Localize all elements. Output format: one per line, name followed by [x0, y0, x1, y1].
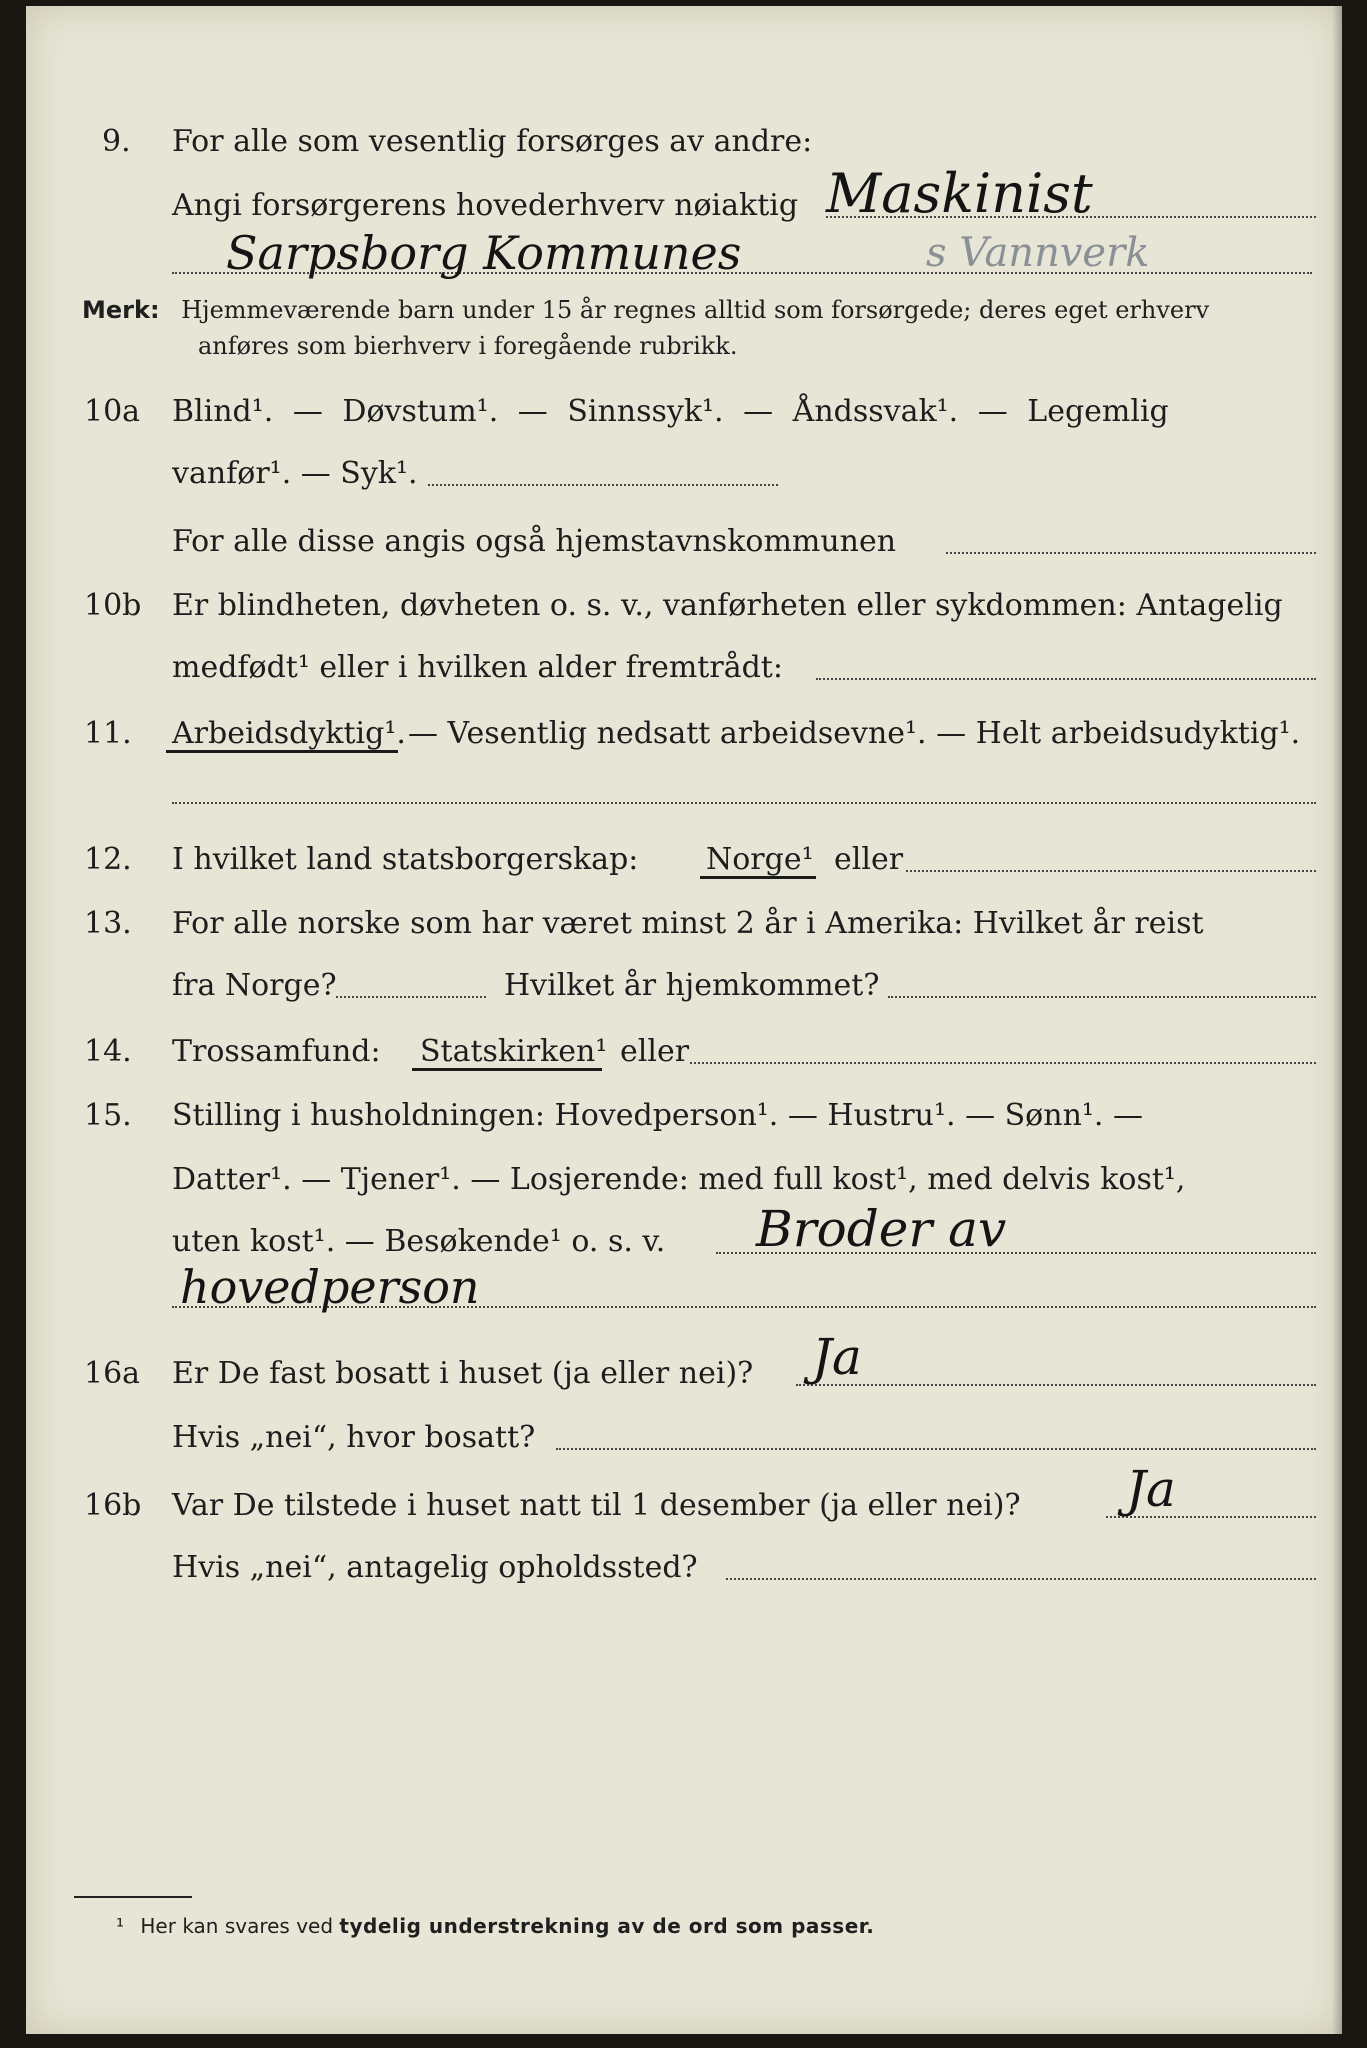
q12-underline	[700, 876, 816, 879]
q12-line	[26, 832, 1342, 882]
q15-line2	[26, 1152, 1342, 1202]
q9-text1: For alle som vesentlig forsørges av andre:	[172, 124, 813, 159]
q9-line2	[26, 162, 1342, 228]
q9-number: 9.	[102, 124, 131, 159]
q16b-line2	[26, 1540, 1342, 1590]
q13-text2a: fra Norge?	[172, 968, 337, 1003]
q16b-answer: Ja	[1126, 1460, 1176, 1518]
footnote-rule	[74, 1896, 192, 1898]
q12-text: I hvilket land statsborgerskap:	[172, 842, 639, 877]
footnote-text: Her kan svares ved	[140, 1914, 334, 1938]
q15-number: 15.	[84, 1098, 132, 1133]
q13-line1	[26, 896, 1342, 946]
q14-answer-line	[690, 1062, 1316, 1064]
q11-option-arbeidsdyktig: Arbeidsdyktig¹.	[172, 716, 406, 751]
q10a-text3: For alle disse angis også hjemstavnskommunen	[172, 524, 897, 559]
q11-text-rest: — Vesentlig nedsatt arbeidsevne¹. — Helt arbeidsudyktig¹.	[408, 716, 1301, 751]
q15-text1: Stilling i husholdningen: Hovedperson¹. — Hustru¹. — Sønn¹. —	[172, 1098, 1143, 1133]
q15-line1	[26, 1088, 1342, 1138]
q16b-text2: Hvis „nei“, antagelig opholdssted?	[172, 1550, 698, 1585]
q16a-line1	[26, 1328, 1342, 1396]
q10a-text1: Blind¹. — Døvstum¹. — Sinnssyk¹. — Åndssvak¹. — Legemlig	[172, 394, 1169, 429]
q9-text2: Angi forsørgerens hovederhverv nøiaktig	[172, 188, 799, 223]
q9-answer-occupation: Maskinist	[826, 162, 1093, 225]
q16a-bosatt-line	[556, 1448, 1316, 1450]
q12-answer-line	[906, 870, 1316, 872]
q14-line	[26, 1024, 1342, 1074]
merk-label: Merk:	[82, 296, 160, 324]
footnote	[116, 1914, 874, 1938]
q16b-text1: Var De tilstede i huset natt til 1 desember (ja eller nei)?	[172, 1488, 1021, 1523]
q16a-number: 16a	[84, 1356, 141, 1391]
q15-line3	[26, 1200, 1342, 1264]
q16b-opholdssted-line	[726, 1578, 1316, 1580]
q16a-text1: Er De fast bosatt i huset (ja eller nei)?	[172, 1356, 754, 1391]
q12-option-norge: Norge¹	[706, 842, 814, 877]
q13-line2	[26, 958, 1342, 1008]
q11-number: 11.	[84, 716, 132, 751]
q9-line1	[26, 114, 1342, 164]
q15-text3: uten kost¹. — Besøkende¹ o. s. v.	[172, 1224, 666, 1259]
q13-reist-line	[336, 996, 486, 998]
q10a-line1	[26, 384, 1342, 434]
footnote-bold: tydelig understrekning av de ord som passer.	[339, 1914, 875, 1938]
q10a-line2	[26, 446, 1342, 496]
q11-answer-line	[172, 802, 1316, 804]
q10a-number: 10a	[84, 394, 141, 429]
census-form-page	[26, 6, 1342, 2034]
q13-text2b: Hvilket år hjemkommet?	[504, 968, 880, 1003]
q10b-number: 10b	[84, 588, 142, 623]
q15-answer-relation: Broder av	[756, 1200, 1007, 1258]
q15-answer-hovedperson: hovedperson	[180, 1260, 480, 1314]
q15-text2: Datter¹. — Tjener¹. — Losjerende: med full kost¹, med delvis kost¹,	[172, 1162, 1186, 1197]
q11-line	[26, 706, 1342, 756]
q16a-text2: Hvis „nei“, hvor bosatt?	[172, 1420, 536, 1455]
q11-answer-row	[26, 764, 1342, 814]
merk-text1: Hjemmeværende barn under 15 år regnes alltid som forsørgede; deres eget erhverv	[181, 296, 1210, 324]
footnote-mark: ¹	[116, 1914, 125, 1938]
q14-option-statskirken: Statskirken¹	[420, 1034, 608, 1069]
q10a-hjemstavn-line	[946, 552, 1316, 554]
q12-number: 12.	[84, 842, 132, 877]
q10a-answer-line	[428, 484, 778, 486]
q10a-text2: vanfør¹. — Syk¹.	[172, 456, 418, 491]
merk-note-line1	[82, 296, 1209, 324]
q13-hjemkommet-line	[888, 996, 1316, 998]
q10b-answer-line	[816, 678, 1316, 680]
q12-eller: eller	[834, 842, 904, 877]
q10b-text2: medfødt¹ eller i hvilken alder fremtrådt:	[172, 650, 783, 685]
q10b-line1	[26, 578, 1342, 628]
page-edge-shadow	[1332, 6, 1342, 2034]
q16a-answer-line	[796, 1384, 1316, 1386]
q14-number: 14.	[84, 1034, 132, 1069]
q10a-line3	[26, 514, 1342, 564]
q10b-line2	[26, 640, 1342, 690]
q16b-line1	[26, 1460, 1342, 1528]
q9-answer-stamp: s Vannverk	[926, 230, 1150, 276]
q13-text1: For alle norske som har været minst 2 år i Amerika: Hvilket år reist	[172, 906, 1204, 941]
q14-text: Trossamfund:	[172, 1034, 381, 1069]
q14-eller: eller	[620, 1034, 690, 1069]
q11-underline	[166, 750, 398, 753]
q16a-answer: Ja	[812, 1328, 862, 1386]
q14-underline	[412, 1068, 602, 1071]
q9-answer-employer: Sarpsborg Kommunes	[226, 226, 742, 280]
q9-line3	[26, 226, 1342, 284]
q10b-text1: Er blindheten, døvheten o. s. v., vanførheten eller sykdommen: Antagelig	[172, 588, 1283, 623]
q13-number: 13.	[84, 906, 132, 941]
q16b-number: 16b	[84, 1488, 142, 1523]
q15-line4	[26, 1260, 1342, 1318]
q16a-line2	[26, 1410, 1342, 1460]
merk-note-line2: anføres som bierhverv i foregående rubrikk.	[198, 332, 738, 360]
